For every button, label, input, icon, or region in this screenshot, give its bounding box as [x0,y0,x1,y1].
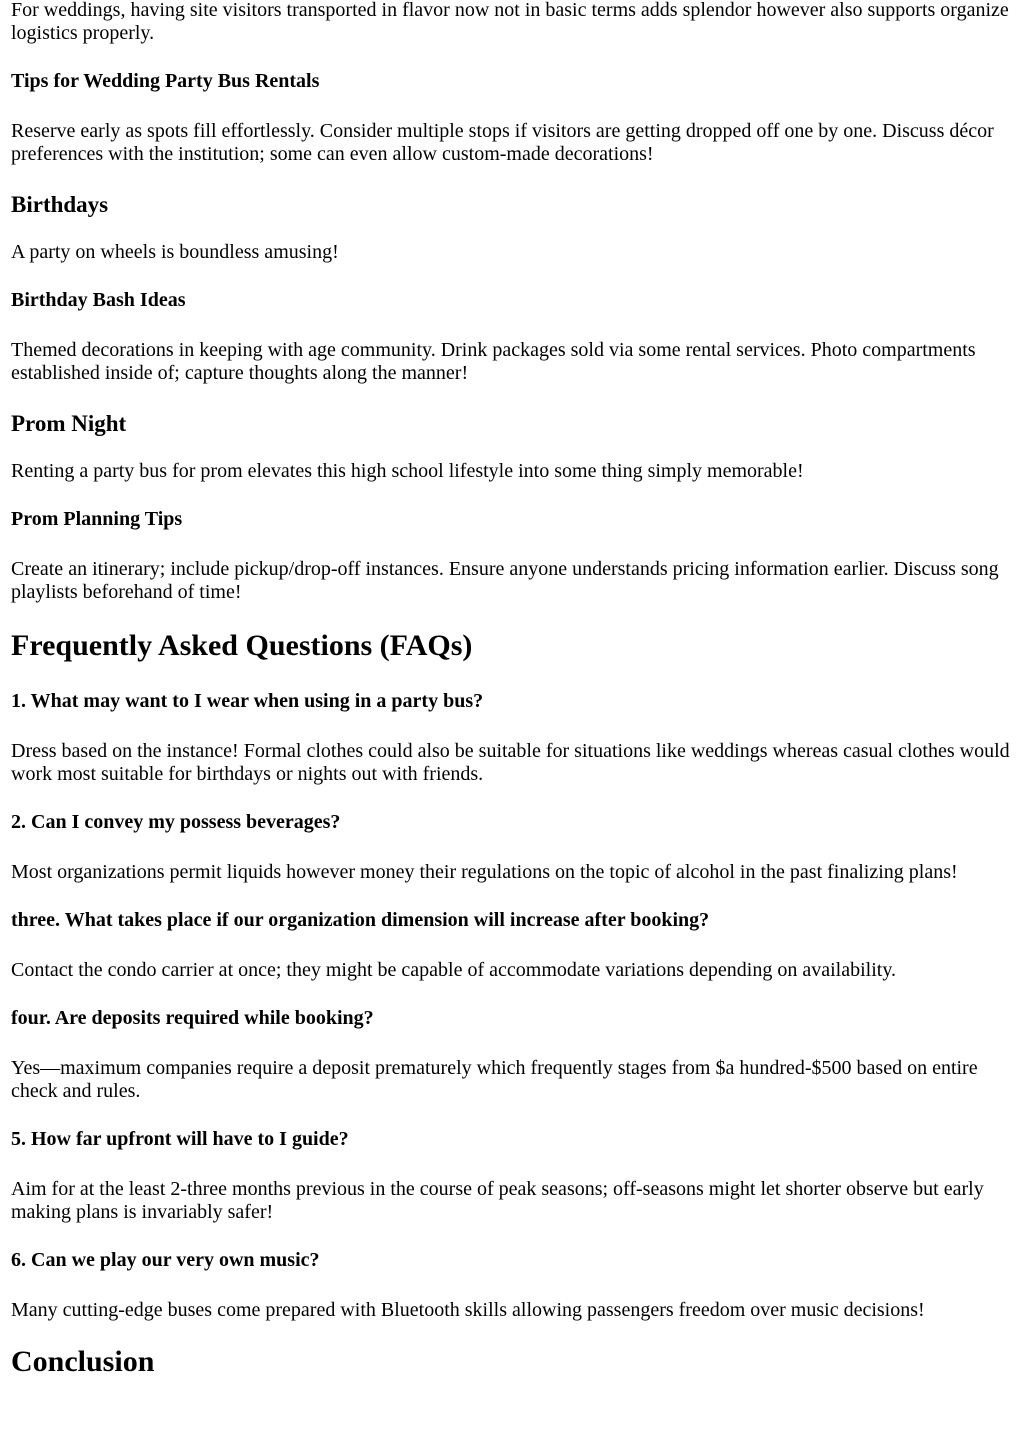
faq-answer: Yes—maximum companies require a deposit prematurely which frequently stages from $a hundred-$500 based on entire check and rules. [11,1057,978,1102]
wedding-tips-heading: Tips for Wedding Party Bus Rentals [11,70,320,92]
conclusion-heading: Conclusion [11,1345,155,1378]
birthdays-paragraph: A party on wheels is boundless amusing! [11,241,339,263]
faq-answer: Contact the condo carrier at once; they might be capable of accommodate variations depending on availability. [11,959,897,981]
prom-heading: Prom Night [11,411,127,436]
faq-answer: Most organizations permit liquids however money their regulations on the topic of alcohol in the past finalizing plans! [11,861,958,883]
prom-tips-paragraph: Create an itinerary; include pickup/drop-off instances. Ensure anyone understands pricing information earlier. Discuss song playlists beforehand of time! [11,558,999,603]
faq-question: three. What takes place if our organization dimension will increase after booking? [11,909,710,931]
faq-question: 5. How far upfront will have to I guide? [11,1128,349,1150]
faq-question: 2. Can I convey my possess beverages? [11,811,341,833]
faqs-heading: Frequently Asked Questions (FAQs) [11,629,473,662]
birthday-ideas-heading: Birthday Bash Ideas [11,289,186,311]
prom-tips-heading: Prom Planning Tips [11,508,183,530]
faq-answer: Many cutting-edge buses come prepared with Bluetooth skills allowing passengers freedom over music decisions! [11,1299,925,1321]
weddings-paragraph: For weddings, having site visitors transported in flavor now not in basic terms adds splendor however also supports organize logistics properly. [11,0,1009,44]
birthdays-heading: Birthdays [11,192,109,217]
faq-question: four. Are deposits required while booking? [11,1007,374,1029]
faq-answer: Aim for at the least 2-three months previous in the course of peak seasons; off-seasons might let shorter observe but early making plans is invariably safer! [11,1178,984,1223]
faq-question: 6. Can we play our very own music? [11,1249,320,1271]
birthday-ideas-paragraph: Themed decorations in keeping with age community. Drink packages sold via some rental services. Photo compartments established inside of; capture thoughts along the manner! [11,339,976,384]
faq-question: 1. What may want to I wear when using in a party bus? [11,690,484,712]
wedding-tips-paragraph: Reserve early as spots fill effortlessly. Consider multiple stops if visitors are getting dropped off one by one. Discuss décor preferences with the institution; some can even allow custom-made decorations! [11,120,994,165]
article-body [11,0,1011,1406]
faq-answer: Dress based on the instance! Formal clothes could also be suitable for situations like weddings whereas casual clothes would work most suitable for birthdays or nights out with friends. [11,740,1010,785]
prom-paragraph: Renting a party bus for prom elevates this high school lifestyle into some thing simply memorable! [11,460,804,482]
